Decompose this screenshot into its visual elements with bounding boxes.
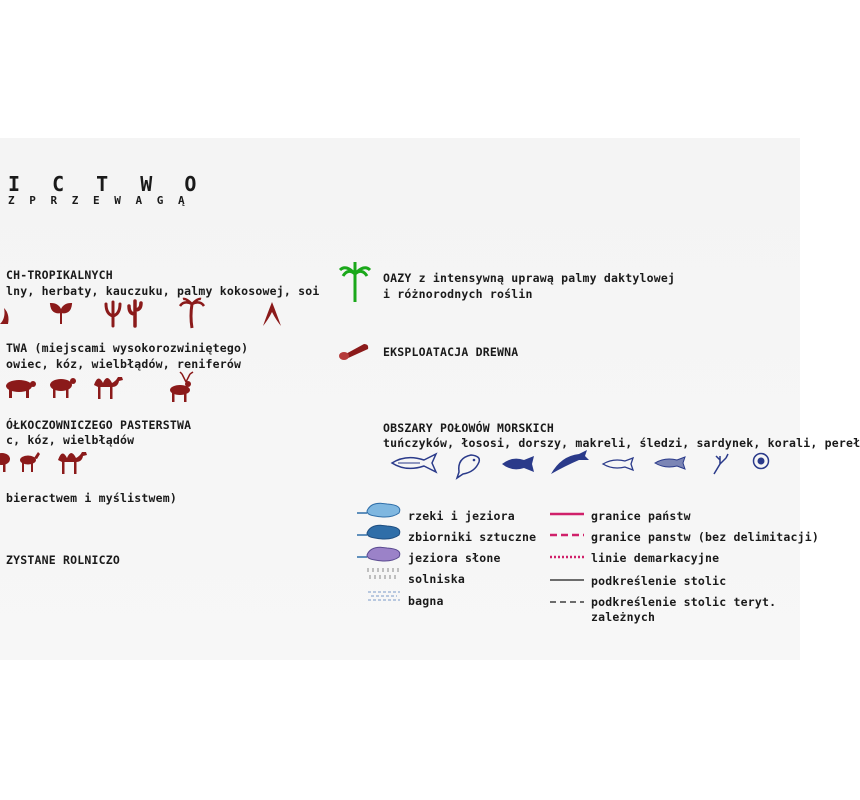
line-label-1: granice państw <box>591 509 691 523</box>
cow-icon <box>4 378 36 398</box>
reservoir-icon <box>357 523 403 541</box>
fishing-species-text: tuńczyków, łososi, dorszy, makreli, śledzi, sardynek, korali, pereł <box>383 436 860 450</box>
water-label-2: zbiorniki sztuczne <box>408 530 537 544</box>
fishing-heading: OBSZARY POŁOWÓW MORSKICH <box>383 421 554 435</box>
salt-lake-icon <box>357 545 403 563</box>
section-title: I C T W O <box>8 172 207 196</box>
river-lake-icon <box>357 501 403 519</box>
rubber-tree-icon <box>103 300 123 326</box>
water-label-3: jeziora słone <box>408 551 501 565</box>
line-label-5b: zależnych <box>591 610 656 624</box>
tuna-icon <box>390 454 438 472</box>
tropical-heading: CH-TROPIKALNYCH <box>6 268 113 282</box>
unused-land-text: ZYSTANE ROLNICZO <box>6 553 120 567</box>
nomad-animals-text: c, kóz, wielbłądów <box>6 433 135 447</box>
pearl-icon <box>752 452 770 470</box>
livestock-heading: TWA (miejscami wysokorozwiniętego) <box>6 341 249 355</box>
nomad-heading: ÓŁKOCZOWNICZEGO PASTERSTWA <box>6 418 192 432</box>
date-palm-icon <box>340 262 370 302</box>
coffee-bush-icon <box>0 304 14 326</box>
gathering-text: bieractwem i myślistwem) <box>6 491 177 505</box>
camel-icon <box>56 446 90 474</box>
tea-plant-icon <box>50 300 72 324</box>
oasis-label: OAZY <box>383 271 412 285</box>
cod-icon <box>500 456 536 472</box>
reindeer-icon <box>168 372 198 402</box>
sheep-icon <box>48 376 76 398</box>
oasis-text-2: i różnorodnych roślin <box>383 287 533 301</box>
oasis-text-1 <box>383 271 675 285</box>
livestock-animals-text: owiec, kóz, wielbłądów, reniferów <box>6 357 242 371</box>
border-solid-swatch <box>550 512 584 516</box>
line-label-4: podkreślenie stolic <box>591 574 727 588</box>
salt-flat-icon <box>366 568 402 580</box>
line-label-2: granice panstw (bez delimitacji) <box>591 530 819 544</box>
salmon-icon <box>455 452 483 478</box>
sheep-icon <box>0 450 10 472</box>
oasis-desc: z intensywną uprawą palmy daktylowej <box>411 271 676 285</box>
herring-icon <box>601 458 635 470</box>
water-label-4: solniska <box>408 572 465 586</box>
tropical-crops-text: lny, herbaty, kauczuku, palmy kokosowej, soi <box>6 284 320 298</box>
camel-icon <box>92 371 126 399</box>
coconut-palm-icon <box>180 298 204 328</box>
line-label-5: podkreślenie stolic teryt. <box>591 595 777 609</box>
log-icon <box>338 340 370 360</box>
soy-icon <box>260 302 284 326</box>
water-label-5: bagna <box>408 594 444 608</box>
sardine-icon <box>653 457 687 469</box>
border-dashed-swatch <box>550 533 584 537</box>
capital-underline-swatch <box>550 578 584 582</box>
swamp-icon <box>366 590 402 602</box>
goat-icon <box>18 448 42 472</box>
timber-label: EKSPLOATACJA DREWNA <box>383 345 519 359</box>
line-label-3: linie demarkacyjne <box>591 551 720 565</box>
water-label-1: rzeki i jeziora <box>408 509 515 523</box>
demarcation-dotted-swatch <box>550 555 584 559</box>
section-subtitle: Z P R Z E W A G Ą <box>8 194 189 207</box>
coral-icon <box>710 452 732 474</box>
mackerel-icon <box>549 450 589 476</box>
cactus-icon <box>126 298 144 326</box>
dependent-capital-underline-swatch <box>550 600 584 604</box>
